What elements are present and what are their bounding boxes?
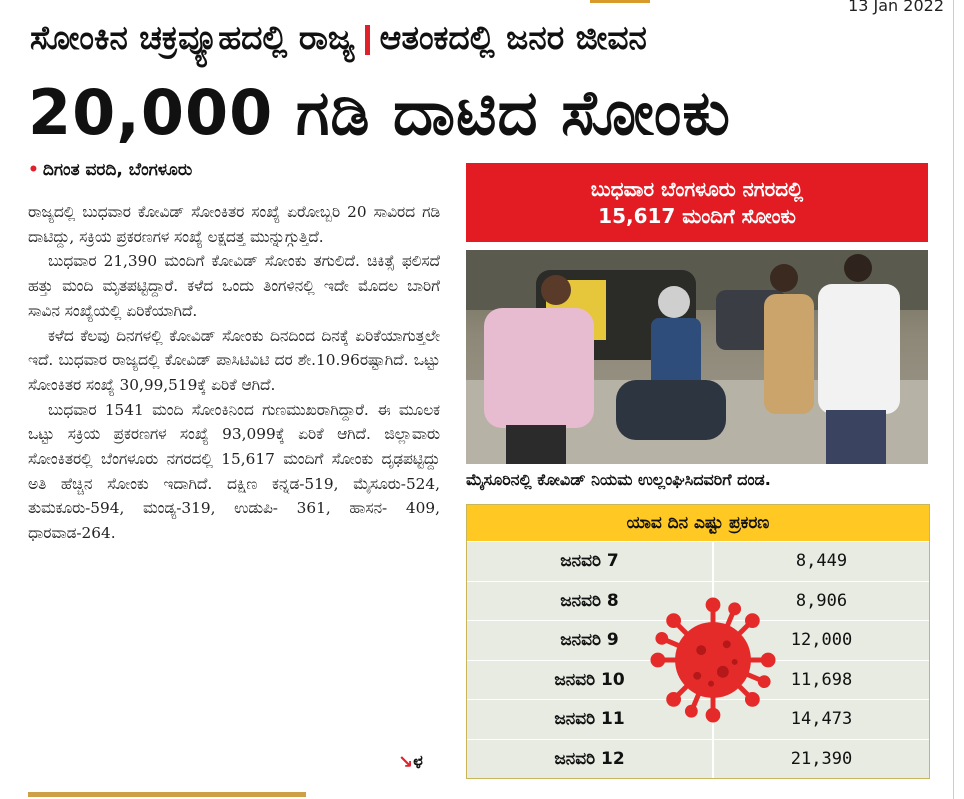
- cases-cell: 12,000: [790, 630, 853, 651]
- kicker-part-2: ಆತಂಕದಲ್ಲಿ ಜನರ ಜೀವನ: [379, 18, 647, 57]
- highlight-line-2: 15,617 ಮಂದಿಗೆ ಸೋಂಕು: [598, 203, 796, 228]
- byline: [28, 160, 192, 180]
- kicker-separator: [365, 25, 370, 55]
- top-accent-bar: [590, 0, 650, 3]
- day-cell: ಜನವರಿ 12: [467, 740, 714, 779]
- kicker-line: [30, 18, 930, 58]
- table-row: [467, 739, 929, 779]
- cases-cell: 21,390: [790, 748, 853, 769]
- article-body: [28, 200, 440, 546]
- end-mark: [398, 752, 423, 773]
- issue-date: 13 Jan 2022: [848, 0, 944, 15]
- day-cell: ಜನವರಿ 11: [467, 700, 714, 739]
- headline: 20,000 ಗಡಿ ದಾಟಿದ ಸೋಂಕು: [28, 76, 731, 149]
- cases-cell: 11,698: [790, 669, 853, 690]
- highlight-box: [466, 163, 928, 242]
- paragraph-3: ಕಳೆದ ಕೆಲವು ದಿನಗಳಲ್ಲಿ ಕೋವಿಡ್ ಸೋಂಕು ದಿನದಿಂದ ದಿನಕ್ಕೆ ಏರಿಕೆಯಾಗುತ್ತಲೇ ಇದೆ. ಬುಧವಾರ ರಾಜ್ಯದಲ್ಲಿ ಕೋವಿಡ್ ಪಾಸಿಟಿವಿಟಿ ದರ ಶೇ.10.96ರಷ್ಟಾಗಿದೆ. ಒಟ್ಟು ಸೋಂಕಿತರ ಸಂಖ್ಯೆ 30,99,519ಕ್ಕೆ ಏರಿಕೆ ಆಗಿದೆ.: [28, 326, 440, 394]
- bullet-icon: •: [28, 160, 39, 180]
- paragraph-1: ರಾಜ್ಯದಲ್ಲಿ ಬುಧವಾರ ಕೋವಿಡ್ ಸೋಂಕಿತರ ಸಂಖ್ಯೆ ಏರೋಬ್ಬರಿ 20 ಸಾವಿರದ ಗಡಿ ದಾಟಿದ್ದು, ಸಕ್ರಿಯ ಪ್ರಕರಣಗಳ ಸಂಖ್ಯೆ ಲಕ್ಷದತ್ತ ಮುನ್ನುಗ್ಗುತ್ತಿದೆ.: [28, 203, 440, 246]
- cases-cell: 8,906: [795, 590, 848, 611]
- cases-cell: 14,473: [790, 709, 853, 730]
- table-title: ಯಾವ ದಿನ ಎಷ್ಟು ಪ್ರಕರಣ: [467, 505, 929, 541]
- paragraph-4: ಬುಧವಾರ 1541 ಮಂದಿ ಸೋಂಕಿನಿಂದ ಗುಣಮುಖರಾಗಿದ್ದಾರೆ. ಈ ಮೂಲಕ ಒಟ್ಟು ಸಕ್ರಿಯ ಪ್ರಕರಣಗಳ ಸಂಖ್ಯೆ 93,099ಕ್ಕೆ ಏರಿಕೆ ಆಗಿದೆ. ಜಿಲ್ಲಾವಾರು ಸೋಂಕಿತರಲ್ಲಿ ಬೆಂಗಳೂರು ನಗರದಲ್ಲಿ 15,617 ಮಂದಿಗೆ ಸೋಂಕು ದೃಢಪಟ್ಟಿದ್ದು ಅತಿ ಹೆಚ್ಚಿನ ಸೋಂಕು ಇದಾಗಿದೆ. ದಕ್ಷಿಣ ಕನ್ನಡ-519, ಮೈಸೂರು-524, ತುಮಕೂರು-594, ಮಂಡ್ಯ-319, ಉಡುಪಿ- 361, ಹಾಸನ- 409, ಧಾರವಾಡ-264.: [28, 400, 440, 543]
- bottom-accent-bar: [28, 792, 306, 797]
- day-cell: ಜನವರಿ 7: [467, 542, 714, 581]
- photo-caption: ಮೈಸೂರಿನಲ್ಲಿ ಕೋವಿಡ್ ನಿಯಮ ಉಲ್ಲಂಘಿಸಿದವರಿಗೆ ದಂಡ.: [466, 470, 771, 489]
- news-photo: [466, 250, 928, 464]
- end-mark-letter: ಳ: [413, 752, 423, 773]
- virus-icon: [650, 597, 776, 723]
- arrow-icon: ↘: [398, 752, 414, 773]
- highlight-line-1: ಬುಧವಾರ ಬೆಂಗಳೂರು ನಗರದಲ್ಲಿ: [590, 176, 804, 201]
- day-cell: ಜನವರಿ 8: [467, 582, 714, 621]
- paragraph-2: ಬುಧವಾರ 21,390 ಮಂದಿಗೆ ಕೋವಿಡ್ ಸೋಂಕು ತಗುಲಿದೆ. ಚಿಕಿತ್ಸೆ ಫಲಿಸದೆ ಹತ್ತು ಮಂದಿ ಮೃತಪಟ್ಟಿದ್ದಾರೆ. ಕಳೆದ ಒಂದು ತಿಂಗಳಿನಲ್ಲಿ ಇದೇ ಮೊದಲ ಬಾರಿಗೆ ಸಾವಿನ ಸಂಖ್ಯೆಯಲ್ಲಿ ಏರಿಕೆಯಾಗಿದೆ.: [28, 252, 440, 320]
- cases-cell: 8,449: [795, 551, 848, 572]
- kicker-part-1: ಸೋಂಕಿನ ಚಕ್ರವ್ಯೂಹದಲ್ಲಿ ರಾಜ್ಯ: [30, 18, 355, 57]
- byline-text: ದಿಗಂತ ವರದಿ, ಬೆಂಗಳೂರು: [42, 160, 193, 180]
- day-cell: ಜನವರಿ 10: [467, 661, 714, 700]
- table-row: [467, 541, 929, 581]
- day-cell: ಜನವರಿ 9: [467, 621, 714, 660]
- photo-illustration: [466, 250, 928, 464]
- page-edge: [953, 0, 954, 799]
